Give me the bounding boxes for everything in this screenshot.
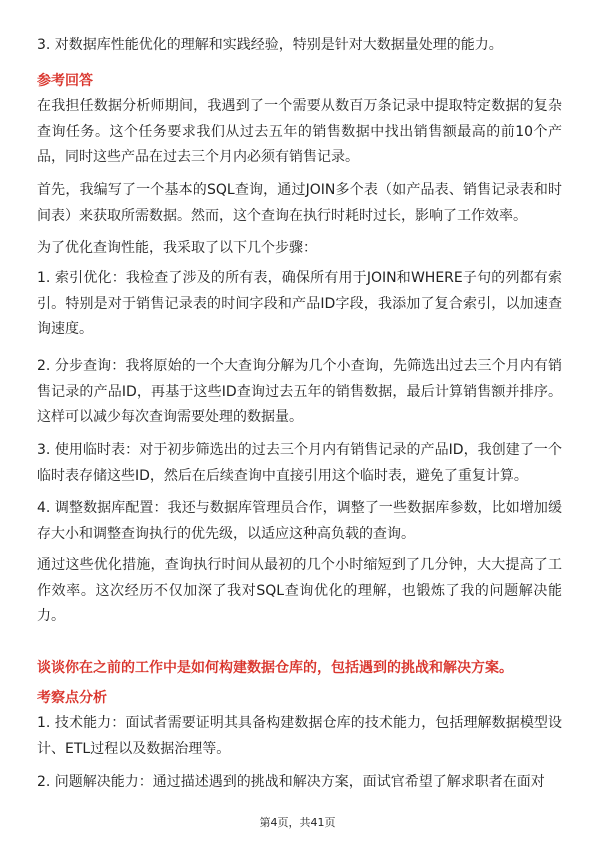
criteria-item-3: 3. 对数据库性能优化的理解和实践经验，特别是针对大数据量处理的能力。 xyxy=(37,37,503,53)
answer-heading: 参考回答 xyxy=(37,73,93,89)
answer-paragraph-1: 在我担任数据分析师期间，我遇到了一个需要从数百万条记录中提取特定数据的复杂查询任务。这个任务要求我们从过去五年的销售数据中找出销售额最高的前10个产品，同时这些产品在过去三个月内必须有销售记录。 xyxy=(37,98,562,165)
answer-step-4: 4. 调整数据库配置：我还与数据库管理员合作，调整了一些数据库参数，比如增加缓存大小和调整查询执行的优先级，以适应这种高负载的查询。 xyxy=(37,500,562,542)
answer-step-2: 2. 分步查询：我将原始的一个大查询分解为几个小查询，先筛选出过去三个月内有销售记录的产品ID，再基于这些ID查询过去五年的销售数据，最后计算销售额并排序。这样可以减少每次查询需要处理的数据量。 xyxy=(37,358,562,425)
analysis-heading: 考察点分析 xyxy=(37,690,107,706)
answer-paragraph-3: 为了优化查询性能，我采取了以下几个步骤： xyxy=(37,240,317,256)
answer-step-1: 1. 索引优化：我检查了涉及的所有表，确保所有用于JOIN和WHERE子句的列都有索引。特别是对于销售记录表的时间字段和产品ID字段，我添加了复合索引，以加速查询速度。 xyxy=(37,270,562,337)
answer-step-3: 3. 使用临时表：对于初步筛选出的过去三个月内有销售记录的产品ID，我创建了一个临时表存储这些ID，然后在后续查询中直接引用这个临时表，避免了重复计算。 xyxy=(37,442,562,484)
answer-paragraph-2: 首先，我编写了一个基本的SQL查询，通过JOIN多个表（如产品表、销售记录表和时间表）来获取所需数据。然而，这个查询在执行时耗时过长，影响了工作效率。 xyxy=(37,182,562,224)
question-heading: 谈谈你在之前的工作中是如何构建数据仓库的，包括遇到的挑战和解决方案。 xyxy=(37,660,513,676)
analysis-item-2: 2. 问题解决能力：通过描述遇到的挑战和解决方案，面试官希望了解求职者在面对 xyxy=(37,774,545,790)
answer-conclusion: 通过这些优化措施，查询执行时间从最初的几个小时缩短到了几分钟，大大提高了工作效率。这次经历不仅加深了我对SQL查询优化的理解，也锻炼了我的问题解决能力。 xyxy=(37,557,562,624)
page-number: 第4页，共41页 xyxy=(259,816,336,829)
analysis-item-1: 1. 技术能力：面试者需要证明其具备构建数据仓库的技术能力，包括理解数据模型设计、ETL过程以及数据治理等。 xyxy=(37,715,562,757)
